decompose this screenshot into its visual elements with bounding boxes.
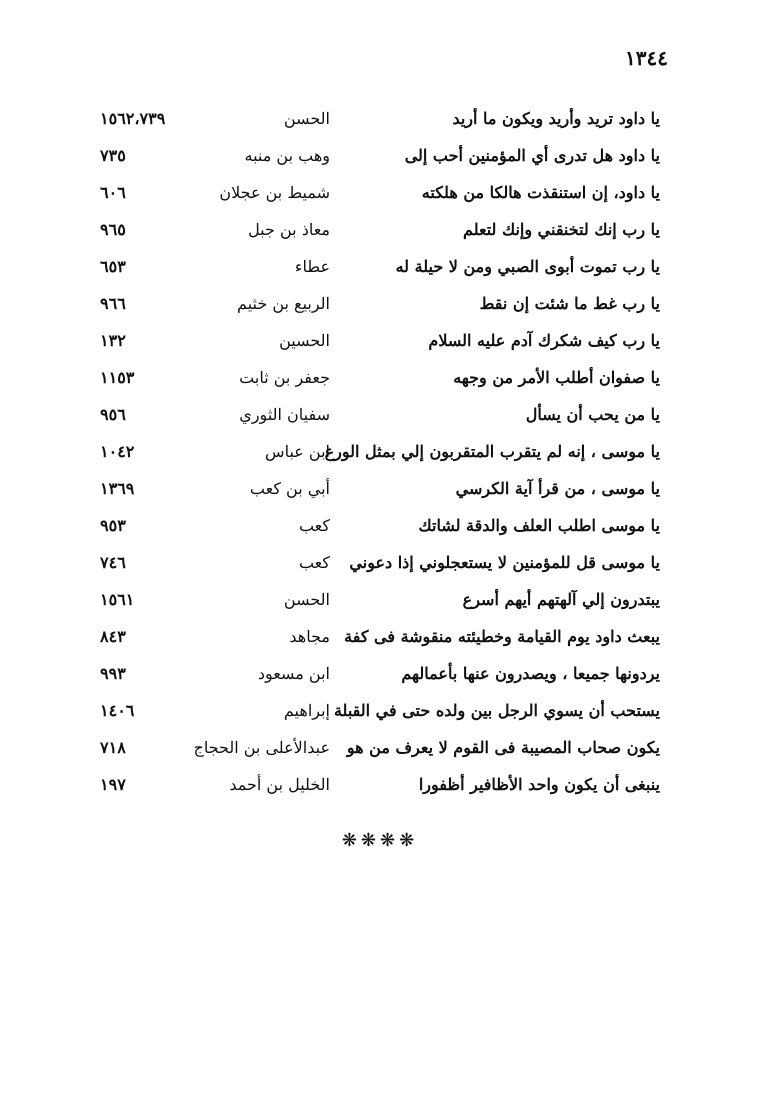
reference-number: ١٥٦١	[100, 590, 135, 609]
index-row	[100, 470, 660, 507]
hadith-text: يردونها جميعا ، ويصدرون عنها بأعمالهم	[401, 664, 660, 683]
narrator-name: الربيع بن خثيم	[237, 294, 330, 313]
narrator-name: ابن عباس	[265, 442, 330, 461]
hadith-text: يكون صحاب المصيبة فى القوم لا يعرف من هو	[346, 738, 660, 757]
narrator-name: مجاهد	[289, 627, 330, 646]
reference-number: ١٩٧	[100, 775, 126, 794]
index-row	[100, 618, 660, 655]
index-row	[100, 137, 660, 174]
reference-number: ٧١٨	[100, 738, 126, 757]
narrator-name: ابن مسعود	[257, 664, 330, 683]
reference-number: ٧٣٥	[100, 146, 126, 165]
hadith-text: يا رب إنك لتخنقني وإنك لتعلم	[463, 220, 660, 239]
index-row	[100, 322, 660, 359]
index-row	[100, 581, 660, 618]
index-row	[100, 248, 660, 285]
reference-number: ١٤٠٦	[100, 701, 135, 720]
hadith-text: يا رب تموت أبوى الصبي ومن لا حيلة له	[395, 257, 660, 276]
index-row	[100, 211, 660, 248]
reference-number: ٩٥٣	[100, 516, 126, 535]
hadith-text: يبعث داود يوم القيامة وخطيئته منقوشة فى كفة	[344, 627, 660, 646]
page-number: ١٣٤٤	[625, 46, 668, 70]
hadith-text: يا صفوان أطلب الأمر من وجهه	[453, 368, 660, 387]
reference-number: ١٣٢	[100, 331, 126, 350]
hadith-text: يستحب أن يسوي الرجل بين ولده حتى في القبلة	[333, 701, 660, 720]
reference-number: ٩٦٥	[100, 220, 126, 239]
reference-number: ١١٥٣	[100, 368, 135, 387]
reference-number: ٩٩٣	[100, 664, 126, 683]
reference-number: ١٣٦٩	[100, 479, 135, 498]
narrator-name: الحسن	[283, 590, 330, 609]
hadith-text: يا موسى ، من قرأ آية الكرسي	[455, 479, 660, 498]
hadith-text: يا داود، إن استنقذت هالكا من هلكته	[421, 183, 660, 202]
narrator-name: وهب بن منبه	[244, 146, 330, 165]
index-row	[100, 100, 660, 137]
reference-number: ٨٤٣	[100, 627, 126, 646]
index-row	[100, 655, 660, 692]
reference-number: ٦٥٣	[100, 257, 126, 276]
reference-number: ٩٥٦	[100, 405, 126, 424]
narrator-name: الخليل بن أحمد	[229, 775, 330, 794]
reference-number: ٩٦٦	[100, 294, 126, 313]
narrator-name: كعب	[298, 516, 330, 535]
index-row	[100, 285, 660, 322]
index-row	[100, 692, 660, 729]
hadith-text: ينبغى أن يكون واحد الأظافير أظفورا	[418, 775, 660, 794]
hadith-text: يا رب غط ما شئت إن نقط	[479, 294, 660, 313]
narrator-name: الحسين	[279, 331, 330, 350]
index-row	[100, 766, 660, 803]
index-row	[100, 507, 660, 544]
narrator-name: شميط بن عجلان	[219, 183, 330, 202]
reference-number: ٧٤٦	[100, 553, 126, 572]
index-row	[100, 396, 660, 433]
hadith-text: يا موسى اطلب العلف والدقة لشاتك	[418, 516, 660, 535]
narrator-name: إبراهيم	[283, 701, 330, 720]
index-row	[100, 359, 660, 396]
narrator-name: كعب	[298, 553, 330, 572]
reference-number: ٦٠٦	[100, 183, 126, 202]
hadith-text: يا موسى قل للمؤمنين لا يستعجلوني إذا دعوني	[349, 553, 660, 572]
narrator-name: جعفر بن ثابت	[239, 368, 330, 387]
hadith-text: يا رب كيف شكرك آدم عليه السلام	[428, 331, 660, 350]
hadith-index-list	[100, 100, 660, 803]
reference-number: ١٠٤٢	[100, 442, 135, 461]
hadith-text: يا من يحب أن يسأل	[525, 405, 660, 424]
narrator-name: عبدالأعلى بن الحجاج	[193, 738, 330, 757]
index-row	[100, 174, 660, 211]
hadith-text: يا داود تريد وأريد ويكون ما أريد	[452, 109, 660, 128]
narrator-name: أبي بن كعب	[249, 479, 330, 498]
hadith-text: يا موسى ، إنه لم يتقرب المتقربون إلي بمثل الورع	[324, 442, 660, 461]
section-end-ornament: ❋❋❋❋	[341, 830, 419, 851]
narrator-name: معاذ بن جبل	[248, 220, 330, 239]
reference-number: ١٥٦٢،٧٣٩	[100, 109, 166, 128]
narrator-name: الحسن	[283, 109, 330, 128]
index-row	[100, 729, 660, 766]
hadith-text: يا داود هل تدرى أي المؤمنين أحب إلى	[404, 146, 660, 165]
index-row	[100, 544, 660, 581]
narrator-name: سفيان الثوري	[239, 405, 330, 424]
index-row	[100, 433, 660, 470]
hadith-text: يبتدرون إلي آلهتهم أيهم أسرع	[462, 590, 660, 609]
narrator-name: عطاء	[294, 257, 330, 276]
